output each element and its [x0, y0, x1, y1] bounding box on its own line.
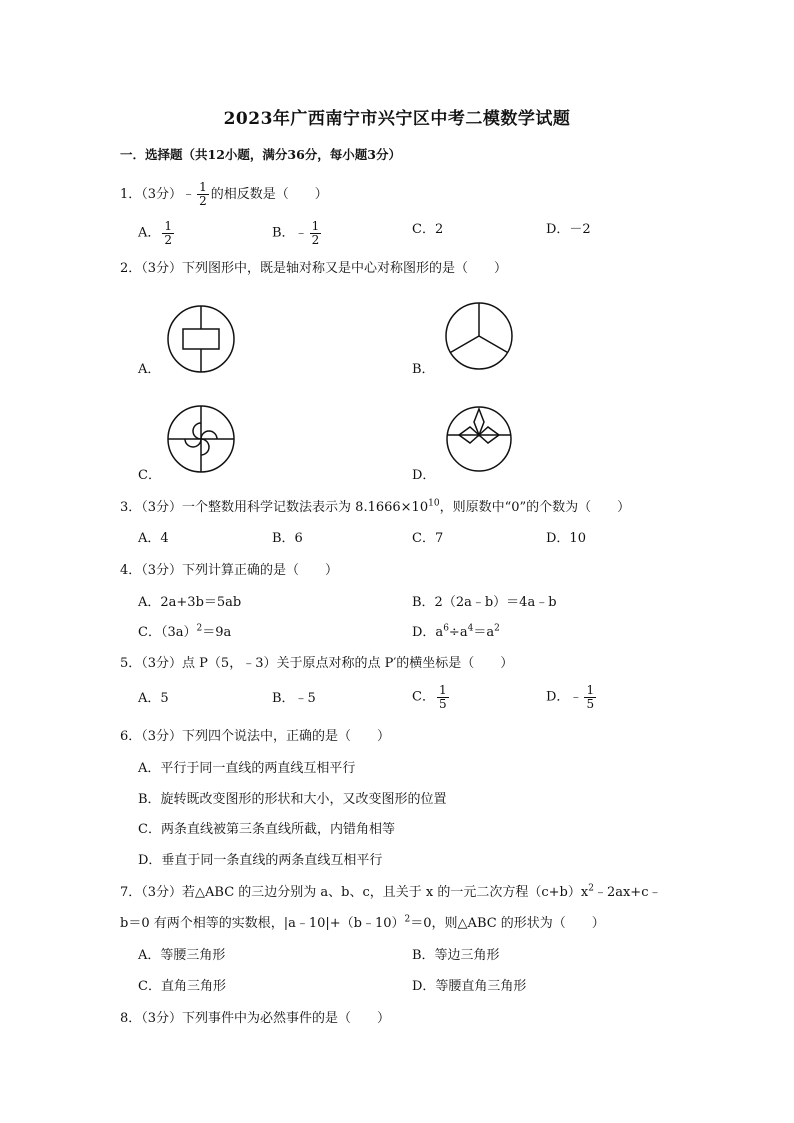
q4-option-b: B．2（2a﹣b）＝4a﹣b [412, 595, 557, 610]
q1-negative-sign: ﹣ [182, 186, 196, 202]
q6-option-b: B．旋转既改变图形的形状和大小，又改变图形的位置 [138, 792, 447, 807]
q1-fraction: $\frac{1}{2}$ [199, 180, 207, 208]
q7-option-a: A．等腰三角形 [138, 948, 226, 963]
q2-option-a: A． [138, 362, 161, 377]
q1-option-d: D．－2 [546, 222, 591, 237]
q5-option-a: A．5 [138, 691, 169, 706]
page-title: 2023年广西南宁市兴宁区中考二模数学试题 [223, 109, 571, 129]
q2-option-c: C． [138, 468, 161, 483]
question-5: 5．（3分）点 P（5，﹣3）关于原点对称的点 P′的横坐标是（ ） [120, 656, 514, 671]
question-7-line-2: b＝0 有两个相等的实数根，|a﹣10|+（b﹣10）$^2$＝0，则△ABC 的形状为（ ） [120, 914, 605, 931]
q3-option-b: B．6 [272, 531, 303, 546]
q3-option-c: C．7 [412, 531, 444, 546]
q5-option-d: D．﹣ $\frac{1}{5}$ [546, 683, 595, 711]
question-6: 6．（3分）下列四个说法中，正确的是（ ） [120, 729, 391, 744]
q1-option-c: C．2 [412, 222, 444, 237]
q1-stem: 的相反数是（ ） [210, 187, 328, 202]
q3-option-a: A．4 [138, 531, 169, 546]
question-8: 8．（3分）下列事件中为必然事件的是（ ） [120, 1011, 391, 1026]
q7-option-d: D．等腰直角三角形 [412, 979, 527, 994]
figure-d-diamonds [445, 405, 513, 473]
question-1 [120, 181, 328, 208]
q4-option-d: D．$a^6\div a^4=a^2$ [412, 623, 500, 640]
figure-c-pinwheel [165, 403, 237, 475]
q6-option-c: C．两条直线被第三条直线所截，内错角相等 [138, 822, 395, 837]
q2-option-d: D． [412, 468, 436, 483]
q2-option-b: B． [412, 362, 435, 377]
q5-option-b: B．﹣5 [272, 691, 316, 706]
figure-a-circle-rectangle [165, 303, 237, 375]
q1-option-b: B．﹣ $\frac{1}{2}$ [272, 219, 320, 247]
q7-option-b: B．等边三角形 [412, 948, 500, 963]
question-4: 4．（3分）下列计算正确的是（ ） [120, 563, 339, 578]
q1-option-a: A． $\frac{1}{2}$ [138, 219, 173, 247]
question-7-line-1: 7．（3分）若△ABC 的三边分别为 a、b、c，且关于 x 的一元二次方程$(c+b)x^2﹣2ax+c﹣$ [120, 883, 662, 900]
question-2: 2．（3分）下列图形中，既是轴对称又是中心对称图形的是（ ） [120, 261, 508, 276]
q5-option-c: C． $\frac{1}{5}$ [412, 683, 447, 711]
q1-number: 1． [120, 187, 142, 202]
q1-points: （3分） [141, 187, 183, 202]
figure-b-circle-three-sectors [443, 300, 515, 372]
question-3: 3．（3分）一个整数用科学记数法表示为 $8.1666\times 10^{10}$，则原数中“0”的个数为（ ） [120, 498, 631, 515]
q4-option-a: A．2a+3b＝5ab [138, 595, 242, 610]
q3-option-d: D．10 [546, 531, 586, 546]
q6-option-d: D．垂直于同一条直线的两条直线互相平行 [138, 853, 383, 868]
q3-exponent: 10 [428, 498, 440, 509]
q4-option-c: C．$(3a)^2=9a$ [138, 623, 232, 640]
section-heading: 一．选择题（共12小题，满分36分，每小题3分） [120, 147, 401, 162]
q6-option-a: A．平行于同一直线的两直线互相平行 [138, 761, 356, 776]
q7-option-c: C．直角三角形 [138, 979, 226, 994]
